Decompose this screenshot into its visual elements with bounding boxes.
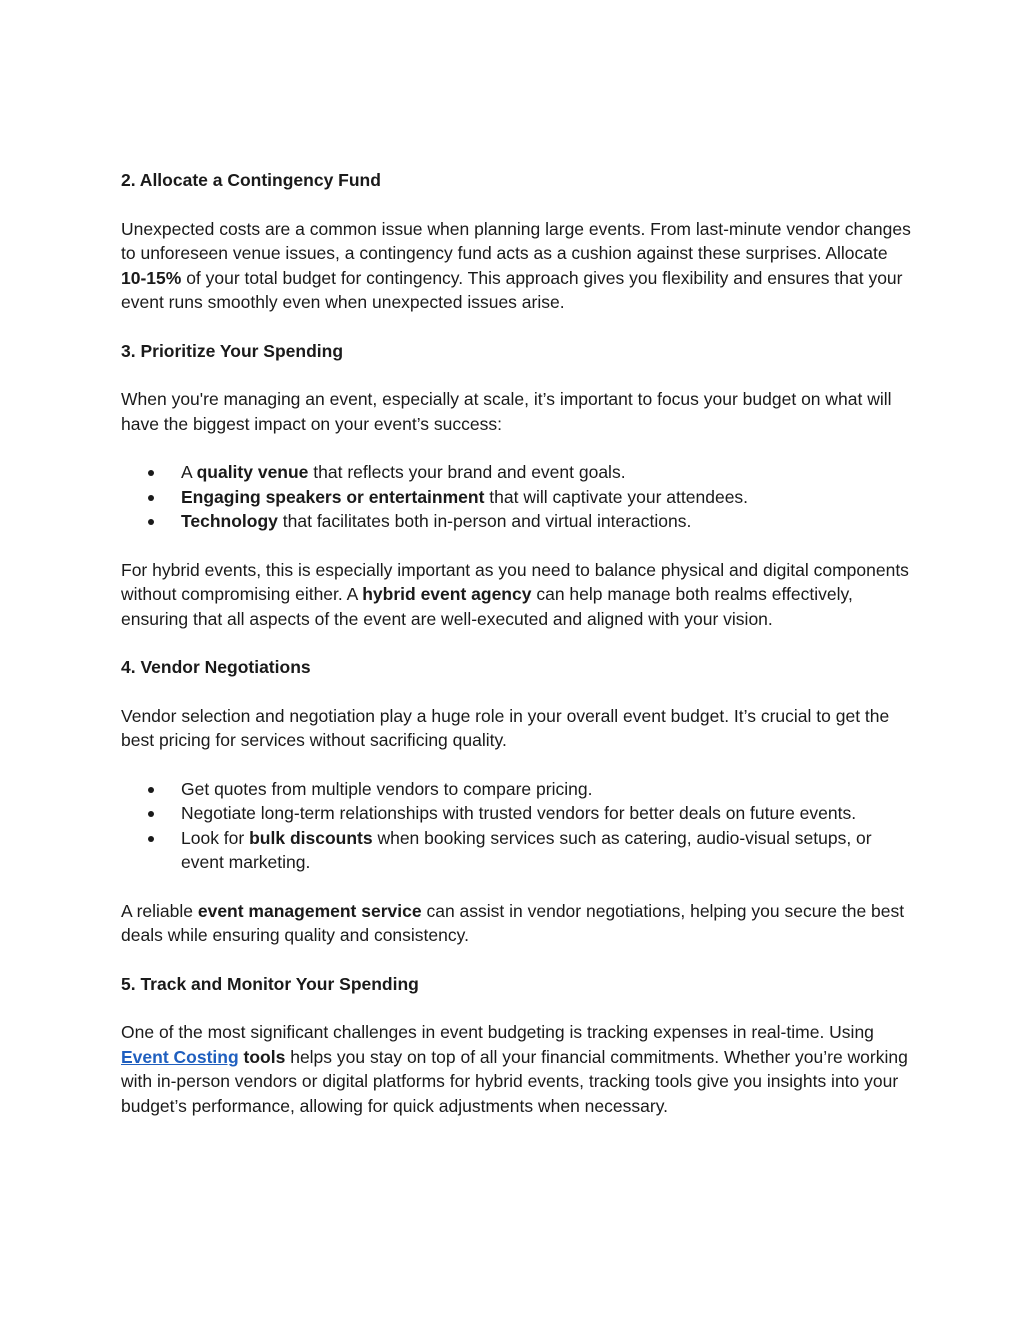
section-heading-vendor-negotiations: 4. Vendor Negotiations [121, 657, 311, 677]
vendor-list [121, 777, 911, 875]
section-heading-track-spending: 5. Track and Monitor Your Spending [121, 973, 419, 994]
bullet-icon [148, 836, 154, 842]
bullet-icon [148, 519, 154, 525]
bold-text: Engaging speakers or entertainment [181, 486, 485, 507]
text: can assist in vendor negotiations, helping you secure the best deals while ensuring quality and consistency. [121, 900, 905, 945]
bullet-icon [148, 470, 154, 476]
section-heading-contingency-fund: 2. Allocate a Contingency Fund [121, 170, 381, 190]
text: can help manage both realms effectively, ensuring that all aspects of the event are well-executed and aligned with your vision. [121, 584, 853, 629]
list-item [121, 826, 911, 875]
bold-text: Technology [181, 511, 278, 531]
paragraph-hybrid-events [121, 558, 911, 632]
list-item [121, 485, 911, 510]
event-costing-link[interactable]: Event Costing [121, 1046, 239, 1067]
bold-text: event management service [197, 900, 422, 921]
bold-text: hybrid event agency [362, 584, 532, 604]
text: For hybrid events, this is especially important as you need to balance physical and digital components without compromising either. A [121, 559, 909, 604]
text: A reliable [121, 900, 198, 921]
text: Unexpected costs are a common issue when planning large events. From last-minute vendor changes to unforeseen venue issues, a contingency fund acts as a cushion against these surprises. Allocate [121, 218, 911, 263]
text: One of the most significant challenges in event budgeting is tracking expenses in real-time. Using [121, 1022, 874, 1042]
bullet-icon [148, 495, 154, 501]
text: Look for [181, 827, 250, 848]
paragraph-track-spending [121, 1020, 911, 1118]
list-item [121, 460, 911, 485]
text: that reflects your brand and event goals. [308, 462, 626, 482]
text: that facilitates both in-person and virtual interactions. [277, 511, 692, 531]
list-item [121, 801, 911, 826]
bullet-icon [148, 811, 154, 817]
bold-text: tools [243, 1046, 286, 1067]
section-heading-prioritize-spending: 3. Prioritize Your Spending [121, 340, 344, 361]
paragraph-prioritize-intro: When you're managing an event, especially at scale, it’s important to focus your budget on what will have the biggest impact on your event’s success: [121, 389, 892, 434]
text: Negotiate long-term relationships with trusted vendors for better deals on future events. [181, 803, 857, 823]
list-item [121, 509, 911, 534]
bullet-icon [148, 787, 154, 793]
text: A [181, 462, 197, 482]
text: helps you stay on top of all your financial commitments. Whether you’re working with in-person vendors or digital platforms for hybrid events, tracking tools give you insights into your budget’s performance, allowing for quick adjustments when necessary. [121, 1046, 908, 1116]
paragraph-contingency-fund [121, 217, 911, 315]
priority-list [121, 460, 911, 534]
paragraph-event-management-service [121, 899, 911, 948]
bold-text: bulk discounts [249, 827, 373, 848]
text: of your total budget for contingency. This approach gives you flexibility and ensures that your event runs smoothly even when unexpected issues arise. [121, 267, 903, 312]
bold-text: quality venue [196, 462, 309, 482]
paragraph-vendor-intro: Vendor selection and negotiation play a huge role in your overall event budget. It’s crucial to get the best pricing for services without sacrificing quality. [121, 705, 890, 750]
text: Get quotes from multiple vendors to compare pricing. [181, 778, 593, 799]
document-page [121, 168, 911, 1142]
text: when booking services such as catering, audio-visual setups, or event marketing. [181, 827, 872, 872]
list-item [121, 777, 911, 802]
bold-text: 10-15% [121, 267, 182, 288]
text: that will captivate your attendees. [484, 486, 749, 507]
